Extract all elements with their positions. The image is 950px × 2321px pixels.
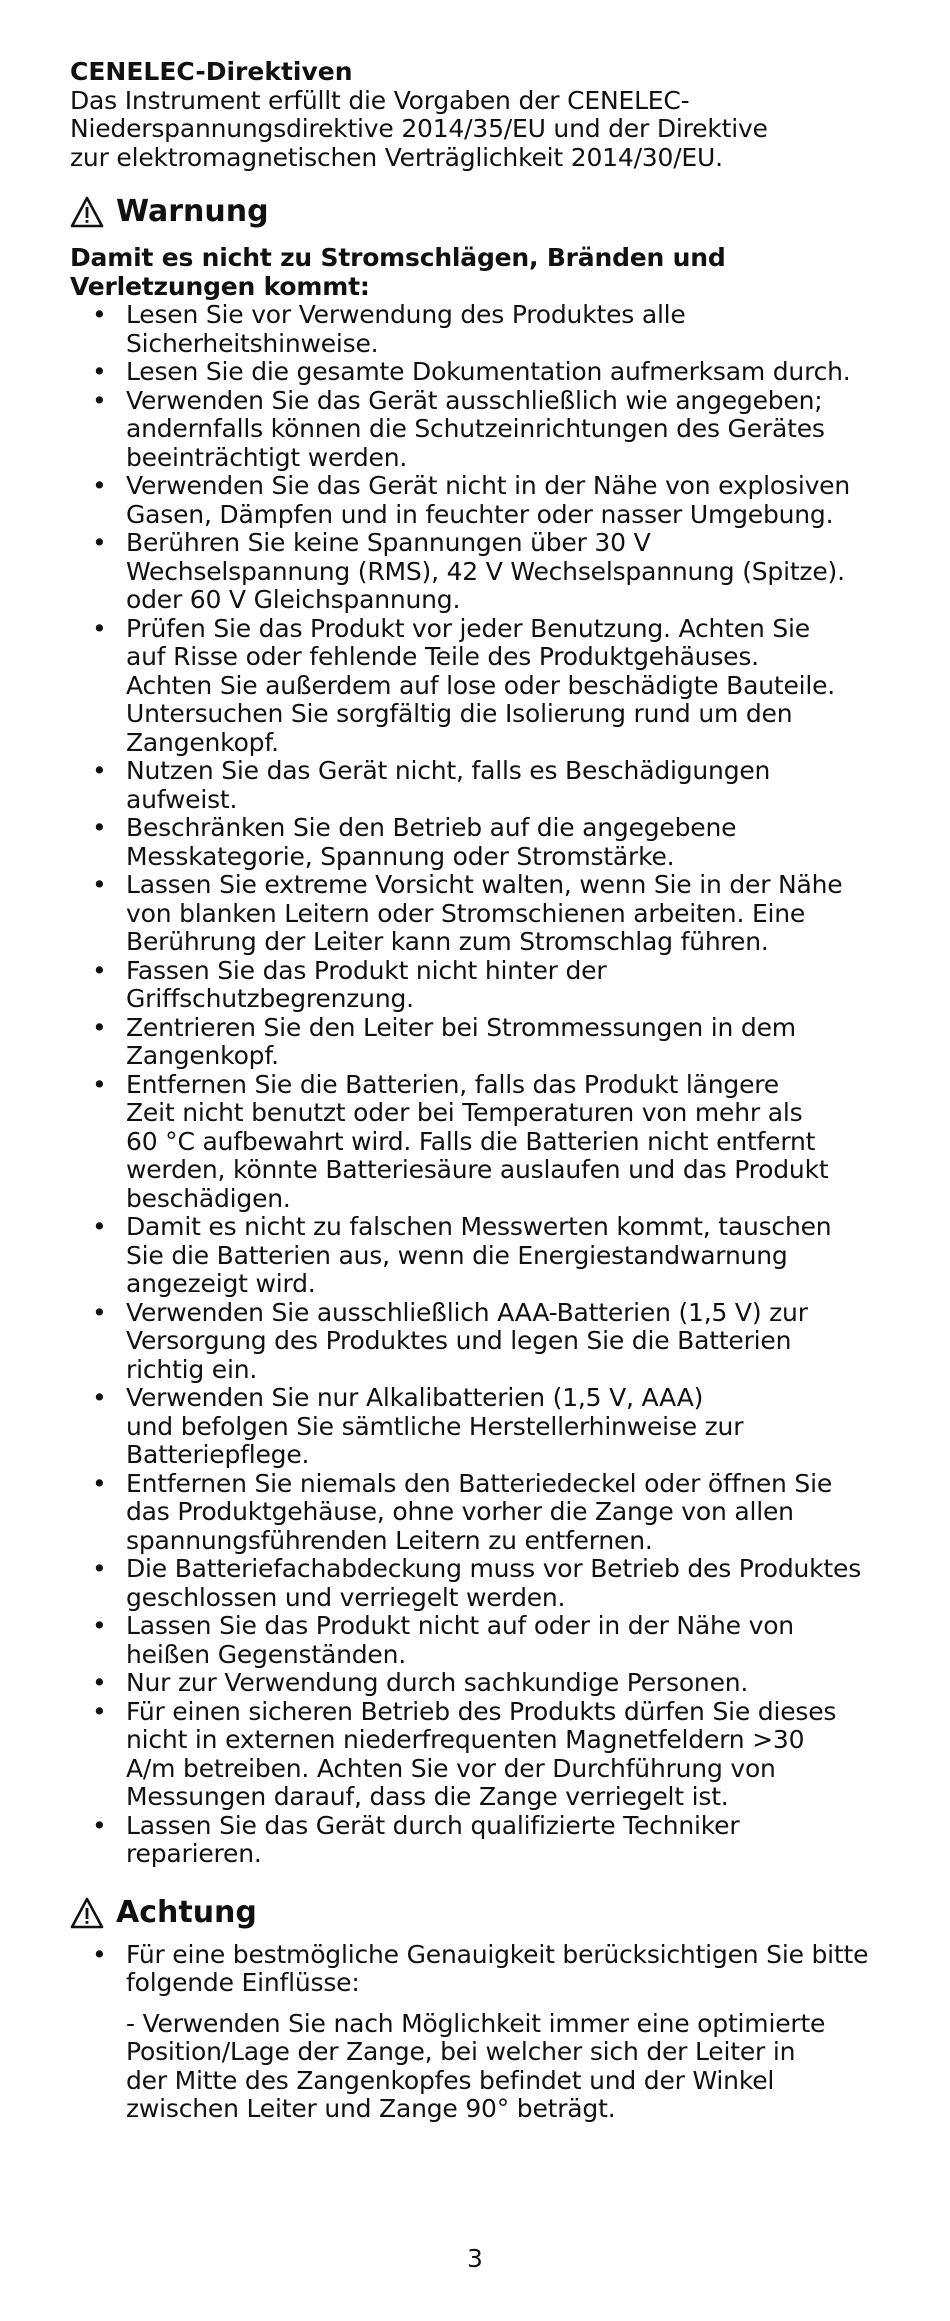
bullet-dot: • (92, 1468, 107, 1498)
item-line: Zentrieren Sie den Leiter bei Strommessungen in dem (126, 1012, 796, 1042)
bullet-dot: • (92, 813, 107, 842)
caution-sub-text (70, 2010, 870, 2124)
list-item (70, 1555, 870, 1612)
bullet-dot: • (92, 1611, 107, 1640)
list-item (70, 1384, 870, 1470)
bullet-dot: • (92, 528, 107, 557)
item-line: Lesen Sie die gesamte Dokumentation aufmerksam durch. (126, 357, 851, 386)
item-line: A/m betreiben. Achten Sie vor der Durchführung von (126, 1753, 776, 1783)
item-line: Für einen sicheren Betrieb des Produkts dürfen Sie dieses (126, 1696, 837, 1726)
item-line: geschlossen und verriegelt werden. (126, 1582, 566, 1612)
item-line: Untersuchen Sie sorgfältig die Isolierung rund um den (126, 699, 793, 728)
item-line: beeinträchtigt werden. (126, 442, 408, 472)
item-line: werden, könnte Batteriesäure auslaufen und das Produkt (126, 1155, 829, 1184)
bullet-dot: • (92, 1297, 107, 1327)
list-item (70, 1071, 870, 1214)
lead-line: Damit es nicht zu Stromschlägen, Bränden und (70, 243, 726, 272)
item-line: Zeit nicht benutzt oder bei Temperaturen von mehr als (126, 1098, 803, 1127)
list-item (70, 814, 870, 871)
item-line: Versorgung des Produktes und legen Sie die Batterien (126, 1326, 792, 1355)
list-item (70, 615, 870, 758)
list-item (70, 358, 870, 387)
item-line: reparieren. (126, 1839, 262, 1868)
list-item (70, 1299, 870, 1385)
item-line: Verwenden Sie das Gerät nicht in der Nähe von explosiven (126, 471, 850, 500)
item-line: Berühren Sie keine Spannungen über 30 V (126, 528, 651, 557)
item-line: Griffschutzbegrenzung. (126, 984, 414, 1013)
bullet-dot: • (92, 357, 107, 386)
list-item (70, 301, 870, 358)
warning-triangle-icon (70, 196, 104, 228)
item-line: Nutzen Sie das Gerät nicht, falls es Beschädigungen (126, 756, 771, 785)
item-line: Sie die Batterien aus, wenn die Energiestandwarnung (126, 1240, 788, 1270)
item-line: Für eine bestmögliche Genauigkeit berücksichtigen Sie bitte (126, 1939, 869, 1969)
item-line: auf Risse oder fehlende Teile des Produktgehäuses. (126, 642, 759, 671)
bullet-dot: • (92, 385, 107, 415)
bullet-dot: • (92, 1212, 107, 1241)
warning-triangle-icon (70, 1897, 104, 1929)
sub-line: Position/Lage der Zange, bei welcher sich der Leiter in (126, 2037, 796, 2066)
list-item (70, 1014, 870, 1071)
item-line: oder 60 V Gleichspannung. (126, 585, 461, 614)
sub-line: zwischen Leiter und Zange 90° beträgt. (126, 2094, 616, 2123)
bullet-dot: • (92, 1069, 107, 1099)
item-line: Zangenkopf. (126, 1041, 279, 1070)
item-line: Die Batteriefachabdeckung muss vor Betrieb des Produktes (126, 1554, 862, 1583)
item-line: andernfalls können die Schutzeinrichtungen des Gerätes (126, 414, 825, 443)
section-title: CENELEC-Direktiven (70, 57, 353, 86)
item-line: folgende Einflüsse: (126, 1968, 360, 1997)
item-line: angezeigt wird. (126, 1269, 316, 1298)
item-line: Verwenden Sie das Gerät ausschließlich wie angegeben; (126, 385, 823, 415)
list-item (70, 472, 870, 529)
bullet-dot: • (92, 756, 107, 785)
list-item (70, 757, 870, 814)
bullet-dot: • (92, 1668, 107, 1697)
intro-line: zur elektromagnetischen Verträglichkeit 2014/30/EU. (70, 142, 723, 172)
item-line: Verwenden Sie ausschließlich AAA-Batterien (1,5 V) zur (126, 1297, 808, 1327)
item-line: Batteriepflege. (126, 1440, 310, 1469)
item-line: Lassen Sie das Produkt nicht auf oder in der Nähe von (126, 1611, 794, 1640)
item-line: heißen Gegenständen. (126, 1639, 406, 1669)
warning-heading (70, 194, 870, 230)
item-line: Lassen Sie das Gerät durch qualifizierte Techniker (126, 1810, 740, 1840)
list-item (70, 1698, 870, 1812)
page-number: 3 (467, 2244, 483, 2273)
warning-heading-text: Warnung (116, 194, 269, 229)
item-line: Wechselspannung (RMS), 42 V Wechselspannung (Spitze). (126, 556, 845, 586)
item-line: Beschränken Sie den Betrieb auf die angegebene (126, 813, 737, 842)
warning-list (70, 301, 870, 1869)
list-item (70, 1470, 870, 1556)
item-line: spannungsführenden Leitern zu entfernen. (126, 1525, 653, 1555)
caution-list (70, 1941, 870, 1998)
item-line: Messkategorie, Spannung oder Stromstärke. (126, 841, 675, 871)
item-line: Achten Sie außerdem auf lose oder beschädigte Bauteile. (126, 670, 836, 700)
bullet-dot: • (92, 870, 107, 899)
item-line: Lesen Sie vor Verwendung des Produktes alle (126, 300, 686, 329)
list-item (70, 1213, 870, 1299)
bullet-dot: • (92, 1696, 107, 1726)
intro-line: Das Instrument erfüllt die Vorgaben der CENELEC- (70, 85, 690, 115)
item-line: Damit es nicht zu falschen Messwerten kommt, tauschen (126, 1212, 832, 1241)
item-line: Messungen darauf, dass die Zange verriegelt ist. (126, 1782, 729, 1811)
item-line: Gasen, Dämpfen und in feuchter oder nasser Umgebung. (126, 499, 834, 529)
bullet-dot: • (92, 613, 107, 643)
list-item (70, 1669, 870, 1698)
item-line: aufweist. (126, 784, 238, 814)
list-item (70, 1812, 870, 1869)
item-line: Entfernen Sie die Batterien, falls das Produkt längere (126, 1069, 779, 1099)
item-line: Fassen Sie das Produkt nicht hinter der (126, 955, 607, 985)
list-item (70, 529, 870, 615)
list-item (70, 387, 870, 473)
item-line: richtig ein. (126, 1354, 258, 1384)
sub-line: - Verwenden Sie nach Möglichkeit immer eine optimierte (126, 2008, 826, 2038)
item-line: und befolgen Sie sämtliche Herstellerhinweise zur (126, 1411, 744, 1441)
bullet-dot: • (92, 1810, 107, 1840)
lead-line: Verletzungen kommt: (70, 271, 370, 301)
item-line: Lassen Sie extreme Vorsicht walten, wenn Sie in der Nähe (126, 870, 843, 899)
bullet-dot: • (92, 1554, 107, 1583)
document-page (70, 58, 870, 2124)
bullet-dot: • (92, 1383, 107, 1412)
item-line: von blanken Leitern oder Stromschienen arbeiten. Eine (126, 898, 806, 928)
warning-lead (70, 244, 870, 301)
item-line: das Produktgehäuse, ohne vorher die Zange von allen (126, 1497, 794, 1526)
bullet-dot: • (92, 1012, 107, 1042)
caution-heading (70, 1895, 870, 1931)
item-line: beschädigen. (126, 1183, 291, 1213)
intro-section (70, 58, 870, 172)
bullet-dot: • (92, 471, 107, 500)
intro-line: Niederspannungsdirektive 2014/35/EU und der Direktive (70, 114, 768, 143)
item-line: Nur zur Verwendung durch sachkundige Personen. (126, 1668, 749, 1697)
item-line: 60 °C aufbewahrt wird. Falls die Batterien nicht entfernt (126, 1126, 816, 1156)
item-line: Prüfen Sie das Produkt vor jeder Benutzung. Achten Sie (126, 613, 810, 643)
item-line: nicht in externen niederfrequenten Magnetfeldern >30 (126, 1725, 805, 1754)
bullet-dot: • (92, 955, 107, 985)
list-item (70, 1612, 870, 1669)
item-line: Berührung der Leiter kann zum Stromschlag führen. (126, 927, 769, 956)
list-item (70, 871, 870, 957)
bullet-dot: • (92, 300, 107, 329)
item-line: Sicherheitshinweise. (126, 328, 379, 358)
sub-line: der Mitte des Zangenkopfes befindet und der Winkel (126, 2065, 775, 2095)
item-line: Entfernen Sie niemals den Batteriedeckel oder öffnen Sie (126, 1468, 833, 1498)
item-line: Zangenkopf. (126, 727, 279, 757)
list-item (70, 1941, 870, 1998)
list-item (70, 957, 870, 1014)
bullet-dot: • (92, 1939, 107, 1969)
caution-heading-text: Achtung (116, 1894, 257, 1930)
item-line: Verwenden Sie nur Alkalibatterien (1,5 V, AAA) (126, 1383, 704, 1412)
